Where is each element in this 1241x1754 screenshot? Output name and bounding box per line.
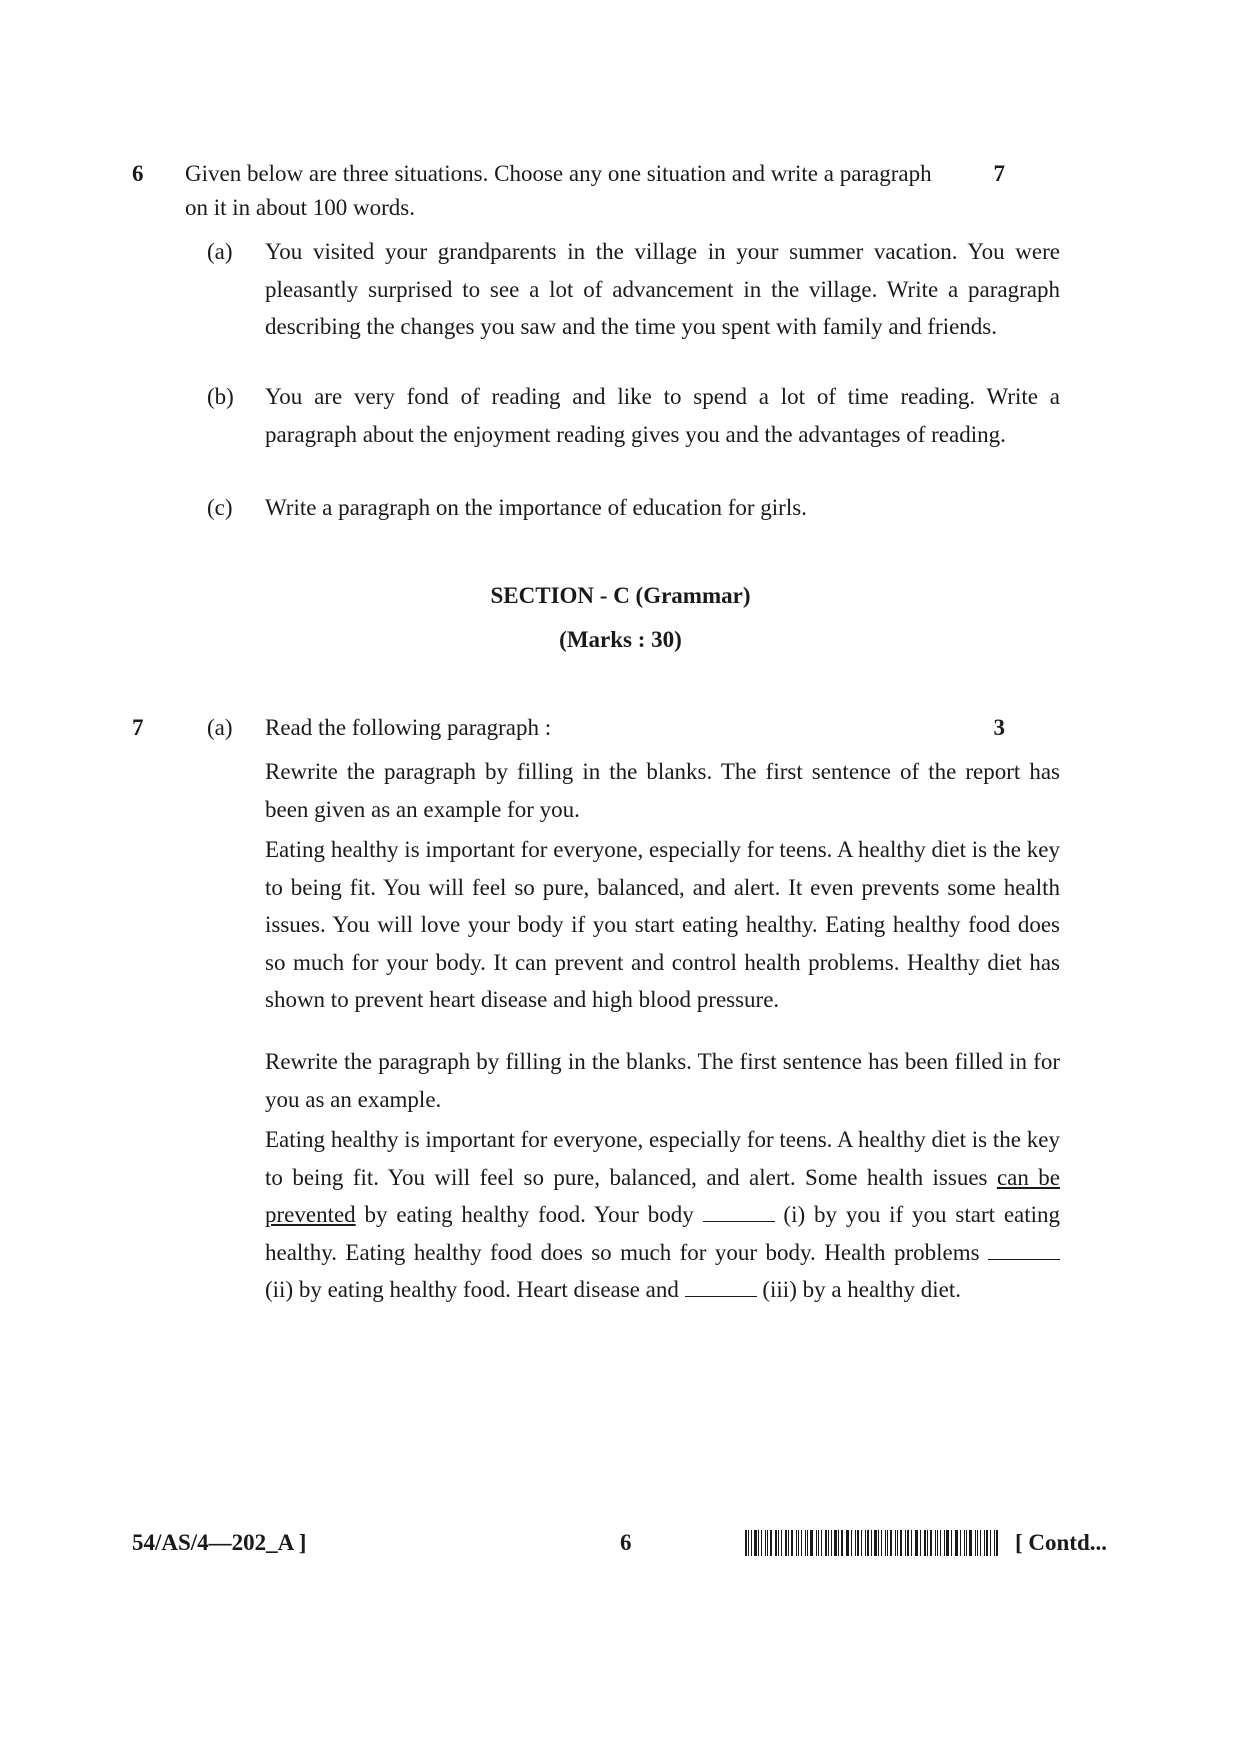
- q7-para-1: Rewrite the paragraph by filling in the blanks. The first sentence of the report has been given as an example for you.: [265, 759, 1060, 822]
- option-c-text: Write a paragraph on the importance of education for girls.: [265, 495, 807, 520]
- q7-para-4-part-c: (i) by you if you start eating healthy. Eating healthy food does so much for your body. Health problems: [265, 1202, 1061, 1265]
- question-6-prompt-line2: on it in about 100 words.: [185, 195, 415, 220]
- q7-para-4-part-d: (ii) by eating healthy food. Heart disease and: [265, 1277, 679, 1302]
- q7-para-4: [265, 1121, 1060, 1309]
- option-b-text: You are very fond of reading and like to spend a lot of time reading. Write a paragraph about the enjoyment reading gives you and the advantages of reading.: [265, 384, 1060, 447]
- question-7-instruction: Read the following paragraph :: [265, 715, 552, 740]
- option-b-label: (b): [207, 384, 234, 409]
- q7-para-4-part-e: (iii) by a healthy diet.: [762, 1277, 961, 1302]
- barcode: [745, 1530, 1000, 1556]
- section-title: SECTION - C (Grammar): [490, 583, 751, 608]
- option-a-text: You visited your grandparents in the village in your summer vacation. You were pleasantly surprised to see a lot of advancement in the village. Write a paragraph describing the changes you saw and the time you spent with family and friends.: [265, 239, 1060, 339]
- q7-para-2: Eating healthy is important for everyone, especially for teens. A healthy diet is the key to being fit. You will feel so pure, balanced, and alert. It even prevents some health issues. You will love your body if you start eating healthy. Eating healthy food does so much for your body. It can prevent and control health problems. Healthy diet has shown to prevent heart disease and high blood pressure.: [265, 837, 1060, 1012]
- question-6-prompt-line1: Given below are three situations. Choose any one situation and write a paragraph: [185, 161, 932, 186]
- blank-ii: [988, 1241, 1060, 1260]
- question-7-part: (a): [207, 715, 233, 740]
- option-a-label: (a): [207, 239, 233, 264]
- page-number: 6: [620, 1530, 632, 1555]
- q7-para-3: Rewrite the paragraph by filling in the blanks. The first sentence has been filled in for you as an example.: [265, 1049, 1060, 1112]
- q7-example-answer: can be prevented: [265, 1164, 1061, 1227]
- option-c-label: (c): [207, 495, 233, 520]
- question-6-number: 6: [132, 161, 144, 186]
- question-7-marks: 3: [993, 715, 1005, 740]
- q7-para-4-part-a: Eating healthy is important for everyone, especially for teens. A healthy diet is the key to being fit. You will feel so pure, balanced, and alert. Some health issues: [265, 1127, 1060, 1190]
- question-7-number: 7: [132, 715, 144, 740]
- section-marks: (Marks : 30): [559, 627, 682, 652]
- q7-para-4-part-b: by eating healthy food. Your body: [364, 1202, 694, 1227]
- question-6-marks: 7: [993, 161, 1005, 186]
- contd-label: [ Contd...: [1015, 1530, 1108, 1555]
- paper-code: 54/AS/4—202_A ]: [132, 1530, 307, 1555]
- blank-i: [703, 1203, 775, 1222]
- blank-iii: [685, 1278, 757, 1297]
